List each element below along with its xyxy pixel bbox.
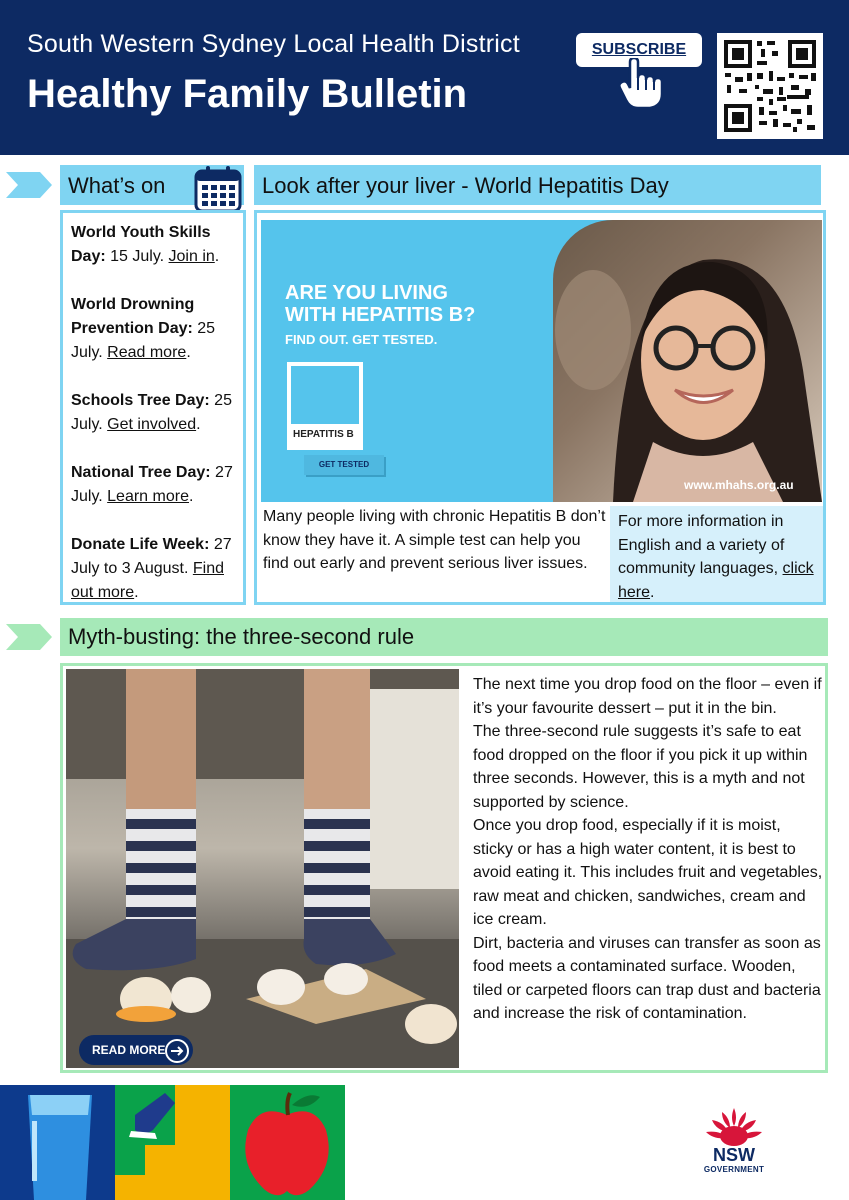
hepatitis-ad-image[interactable] — [261, 220, 822, 502]
calendar-icon — [193, 164, 243, 214]
info-punct: . — [650, 583, 655, 601]
get-tested-badge: GET TESTED — [304, 455, 384, 475]
section-arrow-icon — [6, 624, 52, 650]
waratah-icon — [700, 1104, 768, 1148]
ad-headline-line: WITH HEPATITIS B? — [285, 304, 476, 326]
page-title: Healthy Family Bulletin — [27, 72, 468, 116]
event-punct: . — [214, 248, 220, 265]
dropped-eggs-photo — [66, 669, 459, 1068]
event-item — [71, 533, 236, 605]
legs-eggs-illustration — [66, 669, 459, 1068]
click-here-link[interactable]: click here — [618, 560, 814, 601]
myth-paragraph: The next time you drop food on the floor – even if it’s your favourite dessert – put it in the bin. — [473, 676, 822, 717]
section-arrow-icon — [6, 172, 52, 198]
myth-box — [60, 663, 828, 1073]
event-link[interactable]: Read more — [107, 344, 187, 361]
event-punct: . — [134, 584, 139, 601]
myth-body — [473, 673, 823, 1026]
event-date: 15 July. — [105, 248, 169, 265]
myth-title: Myth-busting: the three-second rule — [68, 624, 415, 649]
swatch-label: HEPATITIS B — [293, 429, 354, 440]
swatch-color — [291, 366, 359, 424]
events-list — [71, 221, 236, 629]
event-name: World Drowning Prevention Day: — [71, 296, 195, 337]
header-banner — [0, 0, 849, 155]
event-punct: . — [188, 488, 194, 505]
event-date: 27 July to 3 August. — [71, 536, 232, 577]
district-name: South Western Sydney Local Health District — [27, 30, 520, 58]
event-link[interactable]: Learn more — [107, 488, 189, 505]
event-name: Schools Tree Day: — [71, 392, 210, 409]
myth-paragraph: The three-second rule suggests it’s safe to eat food dropped on the floor if you pick it up within three seconds. However, this is a myth and not supported by science. — [473, 723, 808, 811]
ad-url: www.mhahs.org.au — [684, 478, 794, 492]
woman-photo — [553, 220, 822, 502]
info-text: For more information in English and a variety of community languages, — [618, 513, 785, 577]
myth-paragraph: Dirt, bacteria and viruses can transfer as soon as food meets a contaminated surface. Wooden, tiled or carpeted floors can trap dust and bacteria and increase the risk of contamination. — [473, 934, 821, 1022]
info-text-wrap — [618, 510, 818, 604]
myth-paragraph: Once you drop food, especially if it is moist, sticky or has a high water content, it is best to avoid eating it. This includes fruit and vegetables, raw meat and chicken, sandwiches, cream and ice cream. — [473, 817, 823, 928]
event-link[interactable]: Join in — [168, 248, 215, 265]
liver-body-text: Many people living with chronic Hepatitis B don’t know they have it. A simple test can help you find out early and prevent serious liver issues. — [263, 508, 606, 572]
event-item — [71, 389, 236, 437]
liver-box — [254, 210, 826, 605]
ad-headline-line: ARE YOU LIVING — [285, 282, 448, 304]
event-item — [71, 221, 236, 269]
nsw-government-logo — [700, 1104, 768, 1178]
event-date: 25 July. — [71, 320, 216, 361]
stairs-shoe-icon — [115, 1085, 230, 1200]
apple-tile — [230, 1085, 345, 1200]
event-name: National Tree Day: — [71, 464, 211, 481]
qr-code[interactable] — [717, 33, 823, 139]
pointer-hand-icon — [616, 58, 664, 110]
stairs-tile — [115, 1085, 230, 1200]
water-glass-icon — [0, 1085, 115, 1200]
event-punct: . — [196, 416, 201, 433]
read-more-button[interactable] — [79, 1035, 193, 1065]
event-punct: . — [186, 344, 191, 361]
whats-on-title: What’s on — [68, 173, 166, 198]
subscribe-button[interactable]: SUBSCRIBE — [576, 33, 702, 67]
event-item — [71, 293, 236, 365]
liver-header — [254, 165, 821, 205]
event-item — [71, 461, 236, 509]
arrow-right-circle-icon — [164, 1038, 190, 1064]
event-date: 25 July. — [71, 392, 232, 433]
event-link[interactable]: Get involved — [107, 416, 197, 433]
event-link[interactable]: Find out more — [71, 560, 224, 601]
apple-icon — [230, 1085, 345, 1200]
liver-title: Look after your liver - World Hepatitis Day — [262, 173, 669, 198]
hepatitis-swatch — [287, 362, 363, 450]
woman-illustration — [553, 220, 822, 502]
ad-headline — [285, 282, 475, 326]
event-name: Donate Life Week: — [71, 536, 210, 553]
event-date: 27 July. — [71, 464, 233, 505]
government-text: GOVERNMENT — [703, 1165, 765, 1174]
whats-on-box — [60, 210, 246, 605]
info-box — [610, 506, 823, 602]
nsw-text: NSW — [713, 1145, 755, 1165]
water-glass-tile — [0, 1085, 115, 1200]
myth-header — [60, 618, 828, 656]
read-more-label: READ MORE — [92, 1043, 166, 1057]
ad-subheadline: FIND OUT. GET TESTED. — [285, 332, 438, 347]
event-name: World Youth Skills Day: — [71, 224, 211, 265]
